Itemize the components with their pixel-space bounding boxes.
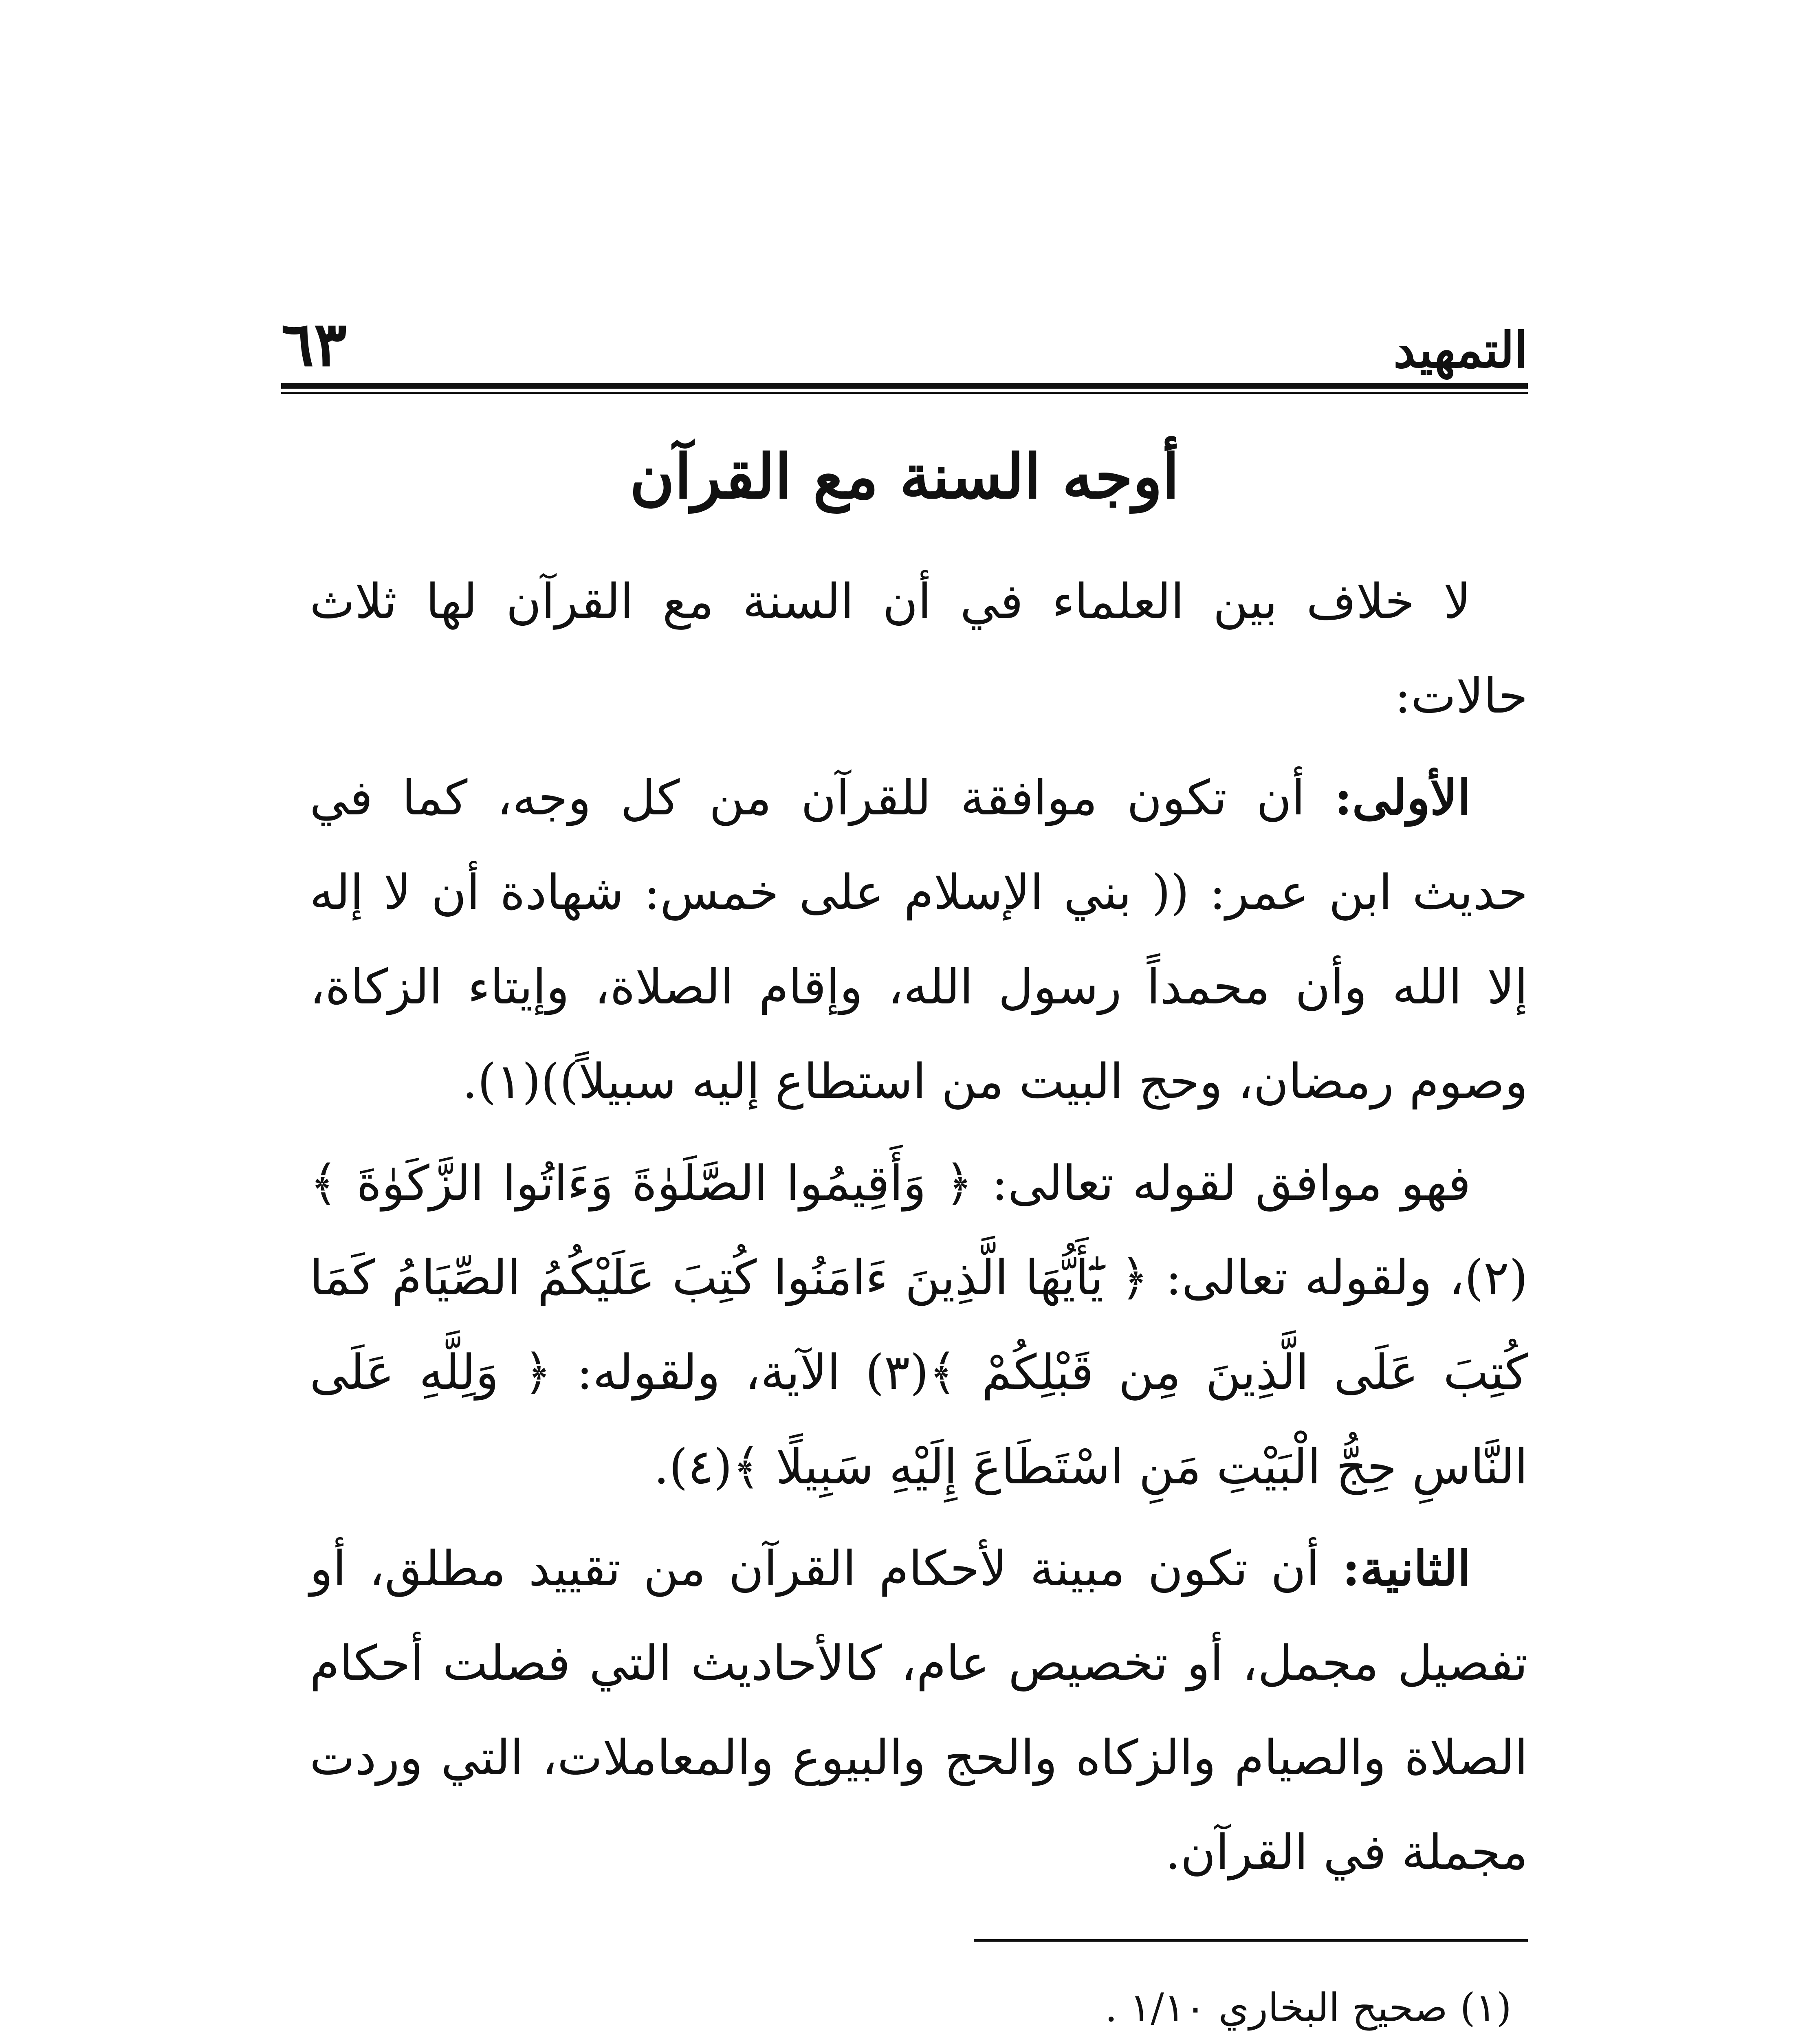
footnote-separator bbox=[974, 1939, 1528, 1942]
page-header bbox=[281, 249, 1528, 387]
first-case-paragraph bbox=[310, 750, 1528, 1128]
second-case-label: الثانية: bbox=[1342, 1540, 1471, 1597]
footnote-item: (١) صحيح البخاري ١/١٠ . bbox=[1105, 1985, 1512, 2030]
running-title: التمهيد bbox=[1393, 321, 1528, 379]
intro-paragraph: لا خلاف بين العلماء في أن السنة مع القرآن لها ثلاث حالات: bbox=[310, 573, 1528, 724]
first-case-label: الأولى: bbox=[1334, 769, 1471, 826]
header-rule-thin bbox=[281, 392, 1528, 394]
footnotes bbox=[310, 1939, 1528, 2037]
header-rule-thick bbox=[281, 383, 1528, 389]
second-case-text: أن تكون مبينة لأحكام القرآن من تقييد مطلق، أو تفصيل مجمل، أو تخصيص عام، كالأحاديث التي فصلت أحكام الصلاة والصيام والزكاه والحج والبيوع والمعاملات، التي وردت مجملة في القرآن. bbox=[310, 1540, 1528, 1880]
section-title: أوجه السنة مع القرآن bbox=[629, 441, 1180, 513]
body-text bbox=[310, 554, 1528, 1907]
first-case-text: أن تكون موافقة للقرآن من كل وجه، كما في حديث ابن عمر: (( بني الإسلام على خمس: شهادة أن لا إله إلا الله وأن محمداً رسول الله، وإقام الصلاة، وإيتاء الزكاة، وصوم رمضان، وحج البيت من استطاع إليه سبيلاً))(١). bbox=[310, 770, 1528, 1109]
second-case-paragraph bbox=[310, 1521, 1528, 1899]
page-number: ٦٣ bbox=[281, 308, 347, 380]
quran-agreement-paragraph: فهو موافق لقوله تعالى: ﴿ وَأَقِيمُوا الصَّلَوٰةَ وَءَاتُوا الزَّكَوٰةَ ﴾(٢)، ولقوله تعالى: ﴿ يَٰٓأَيُّهَا الَّذِينَ ءَامَنُوا كُتِبَ عَلَيْكُمُ الصِّيَامُ كَمَا كُتِبَ عَلَى الَّذِينَ مِن قَبْلِكُمْ ﴾(٣) الآية، ولقوله: ﴿ وَلِلَّهِ عَلَى النَّاسِ حِجُّ الْبَيْتِ مَنِ اسْتَطَاعَ إِلَيْهِ سَبِيلًا ﴾(٤). bbox=[310, 1155, 1528, 1495]
